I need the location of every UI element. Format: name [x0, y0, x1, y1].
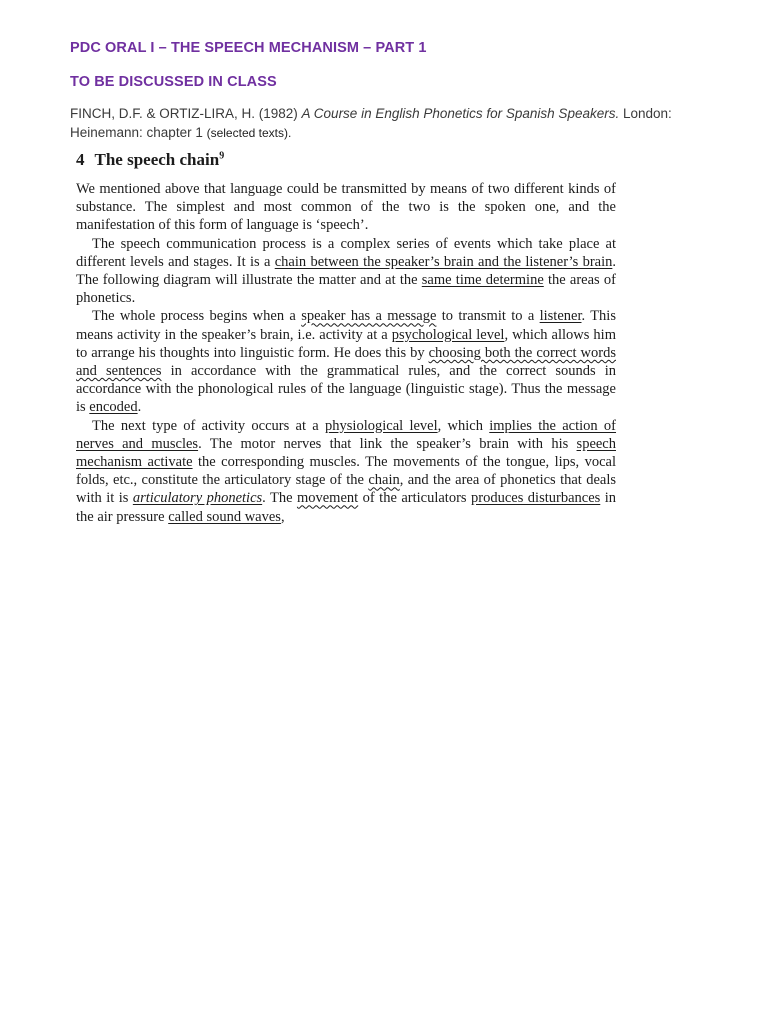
- section-heading: [76, 150, 616, 170]
- underlined-text: choosing both the correct words and sentences: [76, 344, 616, 380]
- paragraph-2: [76, 235, 616, 308]
- paragraph-1: We mentioned above that language could be transmitted by means of two different kinds of substance. The simplest and most common of the two is the spoken one, and the manifestation of this form of language is ‘speech’.: [76, 181, 616, 234]
- text-run: . The motor nerves that link the speaker’s brain with his: [198, 435, 577, 452]
- underlined-text: implies the action of nerves and muscles: [76, 417, 617, 452]
- text-run: The whole process begins when a: [92, 308, 302, 325]
- text-run: . This means activity in the speaker’s brain, i.e. activity at a: [76, 308, 616, 343]
- text-run: of the articulators: [358, 490, 471, 507]
- text-run: . The: [262, 490, 297, 507]
- page-subtitle: TO BE DISCUSSED IN CLASS: [70, 74, 277, 90]
- paragraph-3: [76, 307, 616, 416]
- text-run: in the air pressure: [76, 490, 617, 525]
- underlined-text: articulatory phonetics: [132, 490, 263, 507]
- underlined-text: called sound waves: [168, 508, 281, 525]
- text-run: the corresponding muscles. The movements of the tongue, lips, vocal folds, etc., constitute the articulatory stage of the: [76, 454, 616, 489]
- text-run: , which: [437, 417, 490, 434]
- underlined-text: chain: [368, 472, 400, 489]
- underlined-text: movement: [296, 490, 359, 507]
- underlined-text: speaker has a message: [301, 308, 437, 325]
- citation-authors: FINCH, D.F. & ORTIZ-LIRA, H. (1982): [70, 106, 302, 121]
- underlined-text: psychological level: [391, 326, 505, 343]
- text-run: to transmit to a: [436, 308, 540, 325]
- text-run: , and the area of phonetics that deals with it is: [76, 472, 616, 507]
- citation-publisher: London: Heinemann: chapter 1: [70, 106, 672, 140]
- text-run: .: [137, 399, 142, 416]
- underlined-text: listener: [539, 308, 582, 325]
- underlined-text: encoded: [89, 399, 138, 416]
- text-run: The speech communication process is a complex series of events which take place at different levels and stages. It is a: [76, 235, 616, 270]
- section-title: The speech chain: [94, 150, 220, 169]
- section-number: 4: [76, 150, 85, 169]
- text-run: . The following diagram will illustrate the matter and at the: [76, 253, 616, 289]
- text-run: the areas of phonetics.: [76, 272, 616, 307]
- scanned-excerpt: [76, 150, 616, 526]
- underlined-text: produces disturbances: [471, 490, 601, 507]
- citation-note: (selected texts).: [206, 126, 292, 140]
- citation-book-title: A Course in English Phonetics for Spanish Speakers.: [301, 106, 620, 121]
- text-run: The next type of activity occurs at a: [92, 417, 326, 434]
- underlined-text: physiological level: [325, 417, 438, 434]
- underlined-text: chain between the speaker’s brain and the listener’s brain: [274, 253, 613, 270]
- citation: [70, 104, 710, 143]
- paragraph-4: [76, 417, 616, 526]
- text-run: , which allows him to arrange his thoughts into linguistic form. He does this by: [76, 326, 616, 361]
- text-run: in accordance with the grammatical rules, and the correct sounds in accordance with the phonological rules of the language (linguistic stage). Thus the message is: [76, 363, 616, 416]
- footnote-marker: 9: [219, 150, 225, 162]
- page-title: PDC ORAL I – THE SPEECH MECHANISM – PART 1: [70, 40, 427, 56]
- underlined-text: speech mechanism activate: [76, 435, 616, 471]
- text-run: ,: [280, 508, 285, 525]
- underlined-text: same time determine: [421, 272, 544, 289]
